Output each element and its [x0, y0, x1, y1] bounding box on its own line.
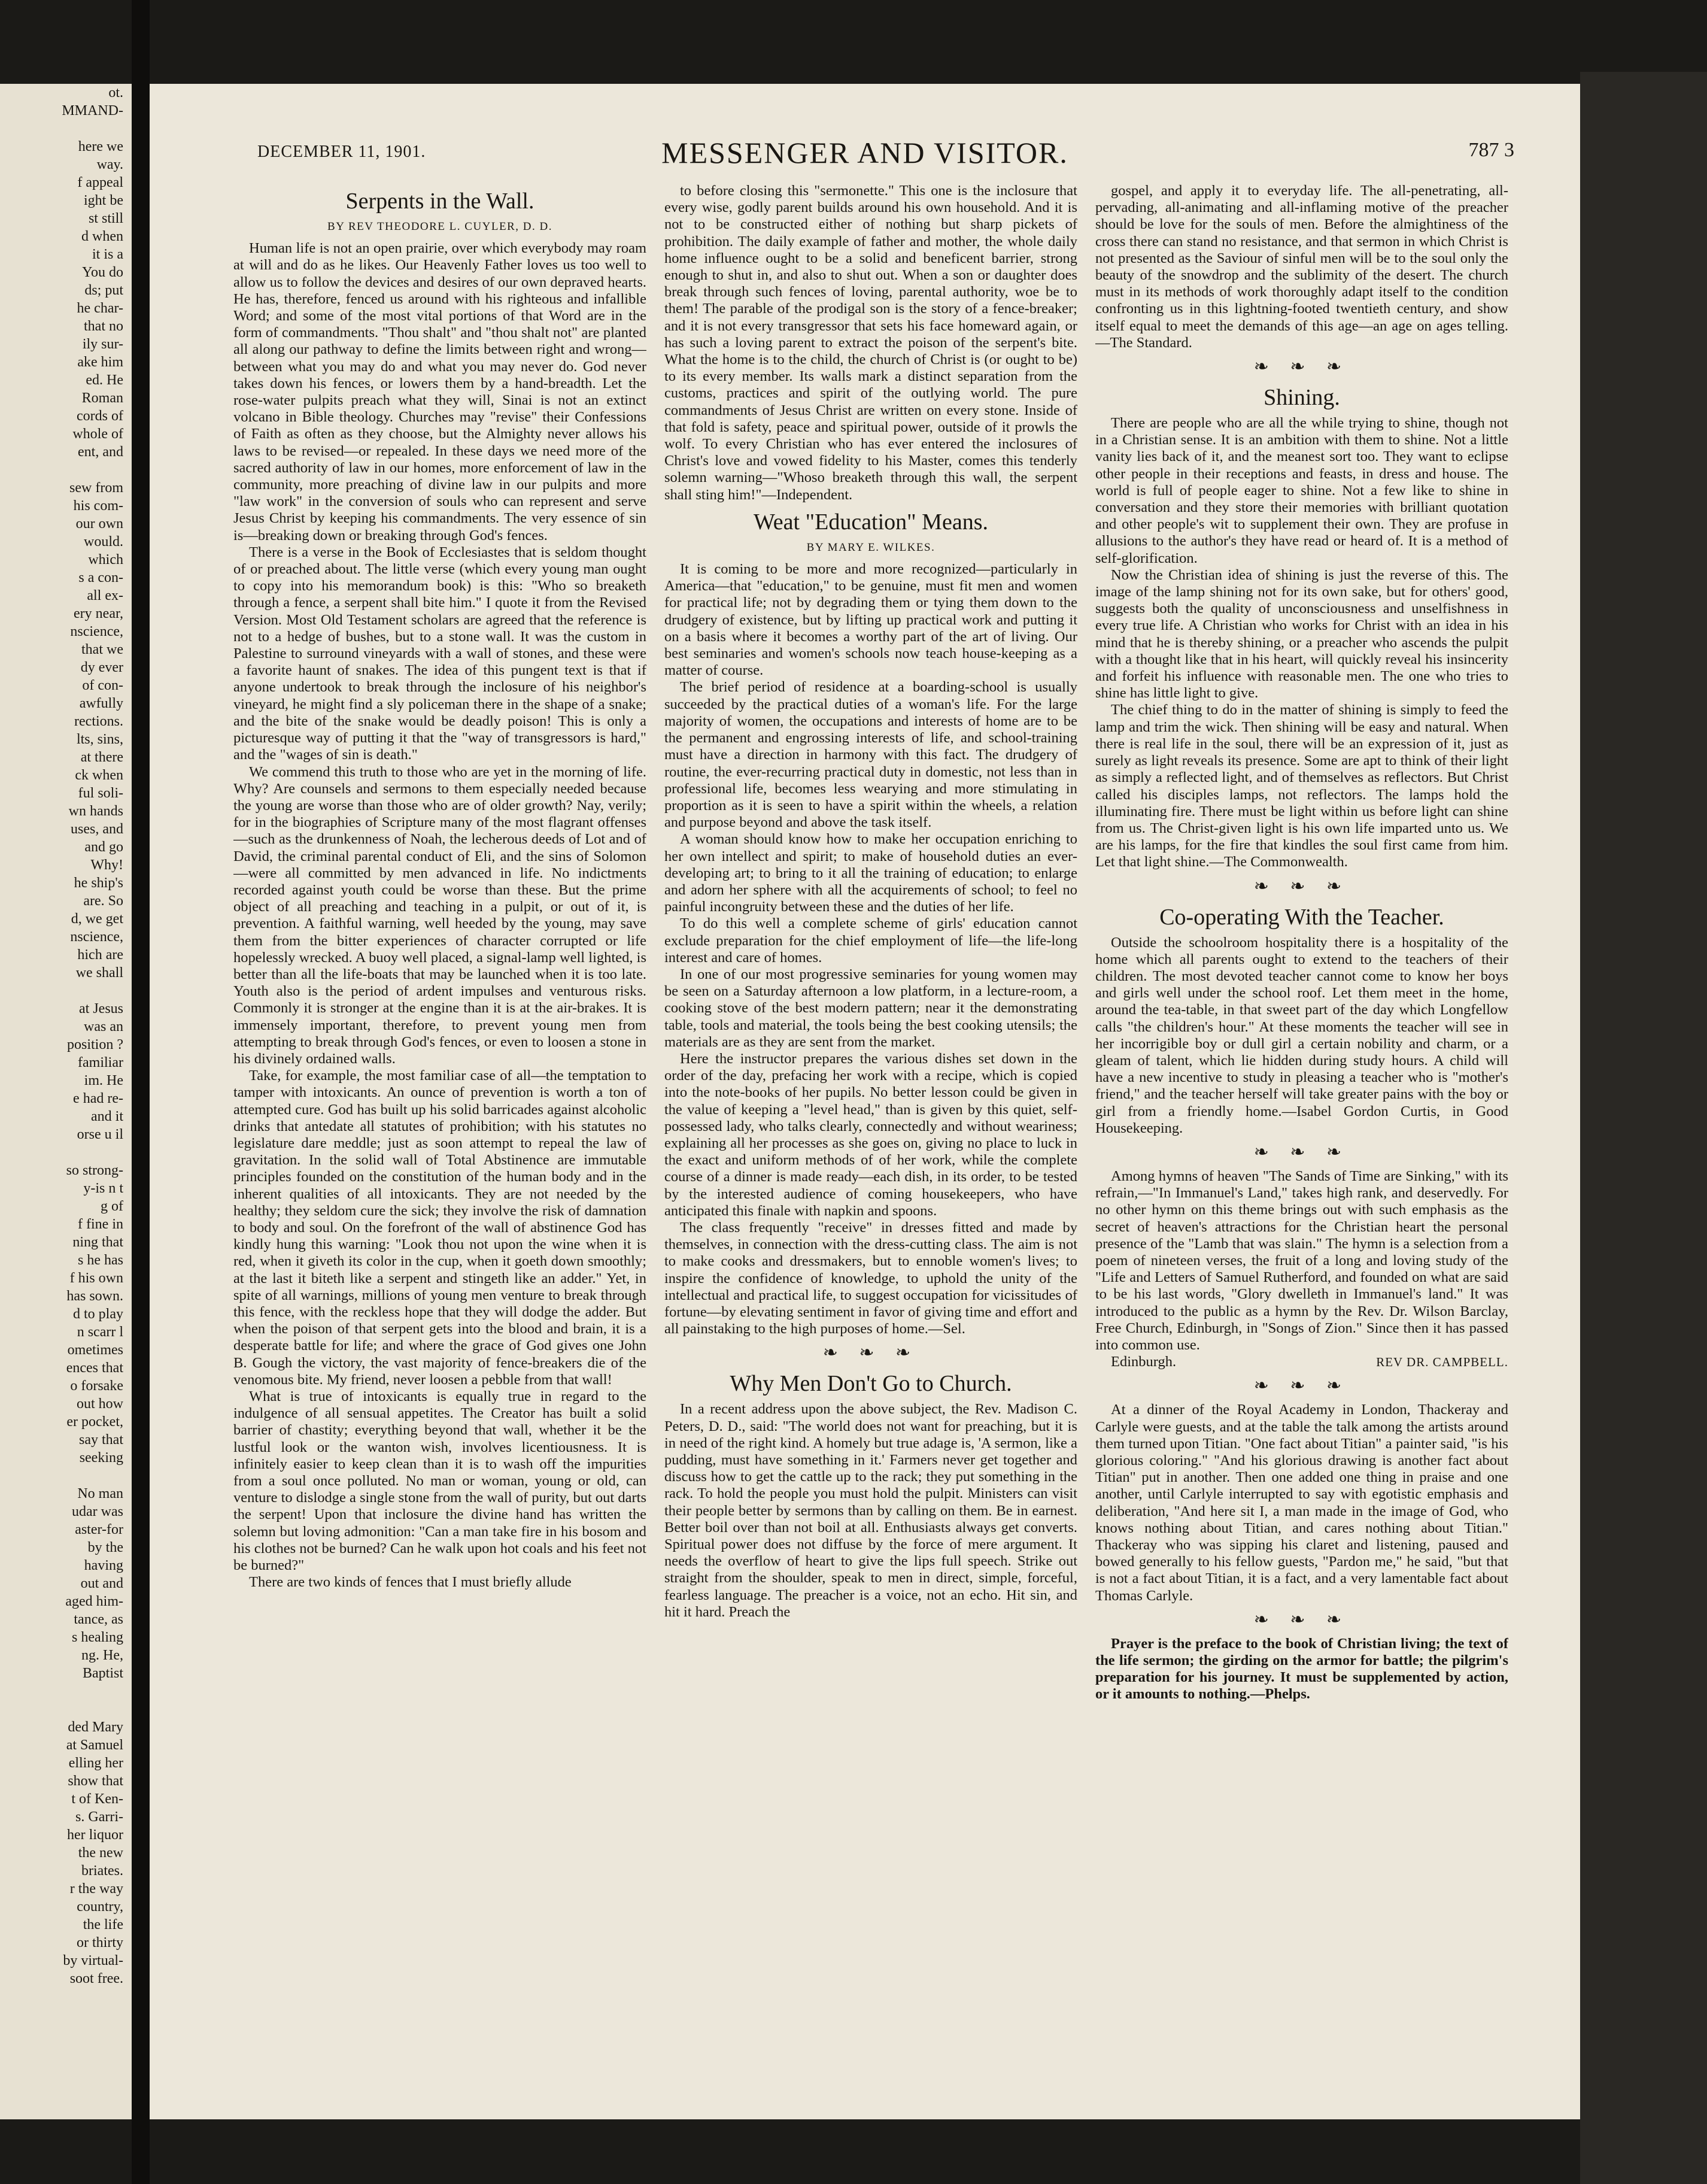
fragment-line: aster-for	[75, 1522, 123, 1537]
article-title-cooperating: Co-operating With the Teacher.	[1159, 904, 1444, 930]
fragment-line: sew from	[69, 480, 123, 496]
fragment-line: he char-	[77, 301, 123, 316]
fragment-line: ery near,	[74, 606, 123, 621]
fragment-line: cords of	[77, 408, 123, 424]
fragment-line: uses, and	[71, 821, 123, 837]
fragment-line: awfully	[79, 696, 123, 711]
fragment-line: n scarr l	[77, 1324, 123, 1340]
fragment-line	[0, 120, 132, 138]
section-ornament: ❧ ❧ ❧	[1253, 1376, 1350, 1396]
fragment-line	[0, 1700, 132, 1718]
fragment-line: ds; put	[84, 283, 123, 298]
article-title-church: Why Men Don't Go to Church.	[730, 1371, 1012, 1397]
section-ornament: ❧ ❧ ❧	[1253, 1609, 1350, 1630]
article-title-serpents: Serpents in the Wall.	[345, 189, 534, 214]
fragment-line: ed. He	[86, 372, 123, 388]
paragraph: The chief thing to do in the matter of shining is simply to feed the lamp and trim the wick. Then shining will be easy and natural. When there is real life in the soul, there will be an expression of it, just as surely as light reveals its presence. Some are apt to think of their light as simply a reflected light, and of themselves as reflectors. But Christ called his disciples lamps, not reflectors. The lamps hold the illuminating fire. There must be light within us before light can shine from us. The Christ-given light is his own life imparted unto us. We are his lamps, for the fire that kindles the soul first came from him. Let that light shine.—The Commonwealth.	[1095, 702, 1508, 870]
hymn-place: Edinburgh.	[1111, 1354, 1177, 1370]
fragment-line: f his own	[69, 1270, 123, 1286]
fragment-line: orse u il	[77, 1127, 123, 1142]
paragraph: Among hymns of heaven "The Sands of Time are Sinking," with its refrain,—"In Immanuel's Land," takes high rank, and deservedly. For no other hymn on this theme brings out with such emphasis as the secret of heaven's attractions for the Christian heart the personal presence of the "Lamb that was slain." The hymn is a selection from a poem of nineteen verses, the fruit of a long and loving study of the "Life and Letters of Samuel Rutherford, and founded on what are said to be his last words, "Glory dwelleth in Immanuel's land." It was introduced to the public as a hymn by the Rev. Dr. Wilson Barclay, Free Church, Edinburgh, in "Songs of Zion." Since then it has passed into common use.	[1095, 1167, 1508, 1353]
fragment-line: ometimes	[67, 1342, 123, 1358]
fragment-line: ning that	[72, 1234, 123, 1250]
fragment-line: ight be	[84, 193, 123, 208]
fragment-line: aged him-	[65, 1594, 123, 1609]
fragment-line: at Jesus	[79, 1001, 123, 1017]
fragment-line: y-is n t	[83, 1181, 123, 1196]
hymn-signoff-line	[1095, 1354, 1508, 1370]
fragment-line: g of	[101, 1199, 123, 1214]
paragraph: It is coming to be more and more recognized—particularly in America—that "education," to be genuine, must fit men and women for practical life; not by degrading them or tying them down to the drudgery of existence, but by lifting up practical work and putting it on a basis where it becomes a worthy part of the art of living. Our best seminaries and women's schools now teach house-keeping as a matter of course.	[664, 561, 1077, 679]
fragment-line: lts, sins,	[76, 732, 123, 747]
fragment-line: would.	[84, 534, 123, 550]
fragment-line: her liquor	[67, 1827, 123, 1843]
column-3	[1095, 183, 1508, 2098]
page-edge-shadow	[1580, 72, 1707, 2184]
paragraph: To do this well a complete scheme of girls' education cannot exclude preparation for the chief employment of life—the life-long interest and care of homes.	[664, 915, 1077, 966]
fragment-line: of con-	[82, 678, 123, 693]
fragment-line: and it	[91, 1109, 123, 1124]
fragment-line: er pocket,	[66, 1414, 123, 1430]
fragment-line: Why!	[90, 857, 123, 873]
paragraph: Now the Christian idea of shining is just the reverse of this. The image of the lamp shining not for its own sake, but for others' good, suggests both the quality of unconsciousness and unselfishness in every true life. A Christian who works for Christ with an idea in his mind that he is thereby shining, or a preacher who ascends the pulpit with a thought like that in his heart, will quickly reveal his insincerity and forfeit his influence with reasonable men. The one who tries to shine has little light to give.	[1095, 566, 1508, 702]
fragment-line: elling her	[68, 1755, 123, 1771]
fragment-line: s healing	[72, 1630, 123, 1645]
paragraph: Human life is not an open prairie, over which everybody may roam at will and do as he likes. Our Heavenly Father loves us too well to allow us to follow the devices and desires of our own depraved hearts. He has, therefore, fenced us around with his righteous and infallible Word; and some of the most vital portions of that Word are in the form of commandments. "Thou shalt" and "thou shalt not" are planted all along our pathway to define the limits between right and wrong—between what you may do and what you may never do. God never takes down his fences, or lowers them by a hand-breadth. Let the rose-water pulpits preach what they will, Sinai is not an extinct volcano in Bible theology. Churches may "revise" their Confessions of Faith as often as they choose, but the Almighty never allows his laws to be revised—or repealed. In these days we need more of the sacred authority of law in our homes, more enforcement of law in the community, more preaching of divine law in our pulpits and more "law work" in the conversion of souls who can represent and serve Jesus Christ by keeping his commandments. The very essence of sin is—breaking down or breaking through God's fences.	[233, 240, 646, 544]
fragment-line	[0, 982, 132, 1000]
fragment-line: f appeal	[77, 175, 123, 190]
fragment-line: at there	[80, 750, 123, 765]
issue-date: DECEMBER 11, 1901.	[257, 142, 426, 161]
fragment-line: having	[84, 1558, 123, 1573]
fragment-line: You do	[82, 265, 123, 280]
hymn-author: REV DR. CAMPBELL.	[1376, 1355, 1508, 1370]
fragment-line: whole of	[72, 426, 123, 442]
section-ornament: ❧ ❧ ❧	[1253, 1142, 1350, 1162]
fragment-line	[0, 461, 132, 479]
paragraph: At a dinner of the Royal Academy in London, Thackeray and Carlyle were guests, and at the table the talk among the artists around them turned upon Titian. "One fact about Titian" a painter said, "is his glorious coloring." "And his glorious drawing is another fact about Titian" put in another. Then one added one thing in praise and one another, until Carlyle interrupted to say with egotistic emphasis and deliberation, "And here sit I, a man made in the image of God, who knows nothing about Titian, and cares nothing about Titian." Thackeray who was sipping his claret and listening, paused and bowed generally to his fellow guests, "Pardon me," he said, "but that is not a fact about Titian, it is a fact, and a very lamentable fact about Thomas Carlyle.	[1095, 1402, 1508, 1604]
fragment-line: or thirty	[77, 1935, 123, 1951]
fragment-line: ot.	[108, 85, 123, 101]
article-body-serpents-continued	[664, 183, 1077, 503]
fragment-line	[0, 1682, 132, 1700]
fragment-line: are. So	[83, 893, 123, 909]
fragment-line: dy ever	[80, 660, 123, 675]
fragment-line: im. He	[84, 1073, 123, 1088]
fragment-line: o forsake	[70, 1378, 123, 1394]
fragment-line: d when	[81, 229, 123, 244]
fragment-line: s. Garri-	[75, 1809, 123, 1825]
fragment-line: his com-	[73, 498, 123, 514]
paragraph: There are two kinds of fences that I must briefly allude	[249, 1574, 572, 1591]
fragment-line: has sown.	[66, 1288, 123, 1304]
paragraph: Outside the schoolroom hospitality there is a hospitality of the home which all parents ought to extend to the teachers of their children. The most devoted teacher cannot come to know her boys and girls well under the school roof. Let them meet in the home, around the tea-table, in that sweet part of the day which Longfellow calls "the children's hour." At these moments the teacher will see in her incorrigible boy or dull girl a certain nobility and charm, or a gleam of talent, which lie hidden during study hours. A child will have a new incentive to study in pleasing a teacher who is "mother's friend," and the teacher herself will take greater pains with the boy or girl from a friendly home.—Isabel Gordon Curtis, in Good Housekeeping.	[1095, 934, 1508, 1136]
fragment-line: nscience,	[70, 624, 123, 639]
paragraph: There are people who are all the while trying to shine, though not in a Christian sense. It is an ambition with them to shine. Not a little vanity lies back of it, and the meanest sort too. They want to eclipse other people in their receptions and feasts, in dress and house. The world is full of people eager to shine. Not a few like to shine in conversation and they store their memories with brilliant quotation and other people's wit to supplement their own. They are profuse in allusions to the author's they have read or heard of. It is a method of self-glorification.	[1095, 415, 1508, 566]
prayer-quote: Prayer is the preface to the book of Christian living; the text of the life sermon; the girding on the armor for battle; the pilgrim's preparation for his journey. It must be supplemented by action, or it amounts to nothing.—Phelps.	[1095, 1635, 1508, 1703]
newspaper-page	[150, 84, 1580, 2119]
paragraph: gospel, and apply it to everyday life. The all-penetrating, all-pervading, all-animating and all-inflaming motive of the preacher should be love for the souls of men. Before the almightiness of the cross there can stand no resistance, and that sermon in which Christ is not presented as the Saviour of sinful men will be to the soul only the beauty of the snowdrop and the sublimity of the desert. The church must in its methods of work thoroughly adapt itself to the condition confronting us in this lightning-footed twentieth century, and show itself equal to meet the demands of this age—an age on ages telling.—The Standard.	[1095, 183, 1508, 351]
article-byline-education: BY MARY E. WILKES.	[806, 541, 935, 554]
fragment-line: and go	[84, 839, 123, 855]
article-body-church	[664, 1401, 1077, 1621]
fragment-line: s a con-	[78, 570, 123, 586]
fragment-line: Roman	[81, 390, 123, 406]
fragment-line: our own	[75, 516, 123, 532]
paragraph: A woman should know how to make her occupation enriching to her own intellect and spirit; to make of household duties an ever-developing art; to bring to it all the training of education; to enlarge and adorn her sphere with all the acquirements of school; to feel no painful incongruity between these and the duties of her life.	[664, 831, 1077, 915]
fragment-line: rections.	[74, 714, 123, 729]
fragment-line: which	[88, 552, 123, 568]
fragment-line: wn hands	[68, 803, 123, 819]
fragment-line: out and	[80, 1576, 123, 1591]
paragraph: In one of our most progressive seminaries for young women may be seen on a Saturday afternoon a low platform, in a lecture-room, a cooking stove of the best modern pattern; near it the demonstrating table, tools and material, the tools being the best cooking utensils; the materials are as they are sent from the market.	[664, 966, 1077, 1050]
book-gutter	[132, 0, 150, 2184]
section-ornament: ❧ ❧ ❧	[1253, 876, 1350, 896]
fragment-line: out how	[77, 1396, 123, 1412]
fragment-line: seeking	[79, 1450, 123, 1466]
fragment-line: the life	[83, 1917, 123, 1933]
fragment-line: e had re-	[73, 1091, 123, 1106]
fragment-line: Baptist	[82, 1666, 123, 1681]
paragraph: The brief period of residence at a boarding-school is usually succeeded by the practical duties of a woman's life. For the large majority of women, the occupations and interests of home are to be the permanent and engrossing interests of life, and school-training must have a direction in harmony with this fact. The drudgery of routine, the ever-recurring practical duty in domestic, not less than in professional life, becomes less wearying and more stimulating in proportion as it is seen to have a spirit within the wheels, a relation and purpose beyond and above the task itself.	[664, 679, 1077, 831]
paragraph: We commend this truth to those who are yet in the morning of life. Why? Are counsels and sermons to them especially needed because the young are worse than those who are of older growth? Nay, verily; for in the biographies of Scripture many of the most flagrant offenses—such as the drunkenness of Noah, the lecherous deeds of Lot and of David, the criminal parental conduct of Eli, and the sins of Solomon—were all committed by men advanced in life. No indictments recorded against youth could be worse than these. But the prime object of all preaching and teaching in a pulpit, or out of it, is prevention. A faithful warning, well heeded by the young, may save them from the bitter experiences of character corrupted or life hopelessly wrecked. A buoy well placed, a signal-lamp well lighted, is better than all the life-boats that may be launched when it is too late. Youth also is the period of ardent impulses and venturous risks. Commonly it is stronger at the engine than it is at the air-brakes. It is immensely important, therefore, to prevent young men from attempting to break through God's fences, or even to loosen a stone in his divinely ordained walls.	[233, 763, 646, 1067]
fragment-line: d to play	[73, 1306, 123, 1322]
article-body-education	[664, 561, 1077, 1337]
fragment-line: show that	[68, 1773, 123, 1789]
article-body-shining	[1095, 415, 1508, 870]
fragment-line: hich are	[77, 947, 123, 963]
section-ornament: ❧ ❧ ❧	[1253, 357, 1350, 377]
fragment-line: we shall	[75, 965, 123, 981]
article-body-church-continued	[1095, 183, 1508, 351]
fragment-line: ng. He,	[81, 1648, 123, 1663]
fragment-line: r the way	[69, 1881, 123, 1897]
fragment-line: way.	[96, 157, 123, 172]
fragment-line: ent, and	[78, 444, 123, 460]
fragment-line: the new	[78, 1845, 123, 1861]
fragment-line: familiar	[78, 1055, 123, 1070]
fragment-line: at Samuel	[66, 1737, 123, 1753]
section-ornament: ❧ ❧ ❧	[822, 1343, 919, 1363]
fragment-line: ences that	[66, 1360, 123, 1376]
fragment-line: No man	[77, 1486, 123, 1502]
article-body-cooperating	[1095, 935, 1508, 1137]
fragment-line: so strong-	[66, 1163, 123, 1178]
article-body-serpents	[233, 240, 646, 1591]
paragraph: In a recent address upon the above subject, the Rev. Madison C. Peters, D. D., said: "The world does not want for preaching, but it is in need of the right kind. A homely but true adage is, 'A sermon, like a pudding, must have something in it.' Farmers never get together and discuss how to get the cattle up to the rack; they put something in the rack. To hold the people you must hold the pulpit. Ministers can visit their people better by sermons than by calling on them. Be in earnest. Better boil over than not boil at all. Enthusiasts always get converts. Spiritual power does not diffuse by the force of mere argument. It needs the overflow of heart to give the lips full speech. Strike out straight from the shoulder, speak to men in direct, simple, forceful, fearless language. The preacher is a voice, not an echo. Hit sin, and hit it hard. Preach the	[664, 1401, 1077, 1620]
fragment-line: s he has	[78, 1252, 123, 1268]
fragment-line	[0, 1467, 132, 1485]
fragment-line: nscience,	[70, 929, 123, 945]
fragment-line: ake him	[77, 354, 123, 370]
fragment-line: all ex-	[87, 588, 123, 603]
fragment-line: that no	[84, 318, 123, 334]
fragment-line: udar was	[72, 1504, 123, 1519]
fragment-line: d, we get	[71, 911, 123, 927]
fragment-line: was an	[84, 1019, 123, 1035]
fragment-line: ful soli-	[78, 785, 123, 801]
article-title-education: Weat "Education" Means.	[753, 509, 988, 535]
article-title-shining: Shining.	[1263, 385, 1340, 411]
column-1	[233, 183, 646, 2098]
previous-page-fragment	[0, 84, 132, 2119]
paragraph: The class frequently "receive" in dresses fitted and made by themselves, in connection with the dress-cutting class. The aim is not to make cooks and dressmakers, but to ennoble women's lives; to inspire the confidence of knowledge, to uphold the unity of the intellectual and practical life, to suggest occupation for vicissitudes of fortune—by elevating sentiment in favor of giving time and effort and all painstaking to the high purposes of home.—Sel.	[664, 1219, 1077, 1337]
column-2	[664, 183, 1077, 2098]
paragraph: What is true of intoxicants is equally true in regard to the indulgence of all sensual appetites. The Creator has built a solid barrier of chastity; everything beyond that wall, whether it be the lustful look or the wanton wish, involves licentiousness. It is infinitely easier to keep clean than it is to wash off the impurities from a soul once polluted. No man or woman, young or old, can venture to dislodge a single stone from the wall of purity, but out darts the serpent! Upon that inclosure the divine hand has written the solemn but loving admonition: "Can a man take fire in his bosom and his clothes not be burned? Can he walk upon hot coals and his feet not be burned?"	[233, 1388, 646, 1574]
fragment-line: here we	[78, 139, 123, 154]
fragment-line: it is a	[92, 247, 123, 262]
page-number: 787 3	[1468, 139, 1514, 161]
fragment-line: ded Mary	[68, 1719, 123, 1735]
paragraph: There is a verse in the Book of Ecclesiastes that is seldom thought of or preached about. The little verse (which every young man ought to copy into his memorandum book) is this: "Who so breaketh through a fence, a serpent shall bite him." I quote it from the Revised Version. Most Old Testament scholars are agreed that the reference is not to a hedge of bushes, but to a stone wall. It was the custom in Palestine to surround vineyards with a wall of stones, and these were a favorite haunt of snakes. The idea of this pungent text is that if anyone undertook to break through the inclosure of his neighbor's vineyard, he might find a sly policeman there in the shape of a snake; and the bite of the snake would be deadly poison! This is only a picturesque way of putting it that the "way of transgressors is hard," and the "wages of sin is death."	[233, 544, 646, 763]
article-body-hymn	[1095, 1168, 1508, 1354]
fragment-line: say that	[79, 1432, 123, 1448]
fragment-line: tance, as	[74, 1612, 123, 1627]
fragment-line: by the	[87, 1540, 123, 1555]
fragment-line: country,	[77, 1899, 123, 1915]
fragment-line: ily sur-	[82, 336, 123, 352]
fragment-line: MMAND-	[62, 103, 123, 119]
masthead-title: MESSENGER AND VISITOR.	[661, 136, 1068, 169]
paragraph: Here the instructor prepares the various dishes set down in the order of the day, prefacing her work with a recipe, which is copied into the note-books of her pupils. No better lesson could be given in the value of keeping a "level head," than is given by this quiet, self-possessed lady, who talks clearly, connectedly and without weariness; explaining all her processes as she goes on, giving no place to luck in the exact and uniform methods of of her work, while the complete course of a dinner is made ready—each dish, in its order, to be tested by the interested audience of coming housekeepers, who have anticipated this finale with napkin and spoons.	[664, 1050, 1077, 1219]
fragment-line: f fine in	[78, 1217, 123, 1232]
fragment-line	[0, 1143, 132, 1161]
fragment-line: ck when	[75, 768, 123, 783]
article-byline-serpents: BY REV THEODORE L. CUYLER, D. D.	[327, 220, 552, 233]
fragment-line: he ship's	[74, 875, 123, 891]
page-header	[150, 84, 1580, 169]
paragraph: to before closing this "sermonette." This one is the inclosure that every wise, godly parent builds around his own household. And it is not to be constructed either of nothing but sharp pickets of prohibition. The daily example of father and mother, the whole daily home influence ought to be a solid and beneficent barrier, strong enough to shut in, and also to shut out. When a son or daughter does break through such fences of loving, parental authority, woe be to them! The parable of the prodigal son is the story of a fence-breaker; and it is not every transgressor that sets his face homeward again, or has such a loving parent to extract the poison of the serpent's bite. What the home is to the child, the church of Christ is (or ought to be) to its every member. Its walls mark a distinct separation from the customs, practices and spirit of the outlying world. The pure commandments of Jesus Christ are written on every stone. Inside of that fold is safety, peace and spiritual power, outside of it prowls the wolf. To every Christian who has ever entered the inclosures of Christ's love and vowed fidelity to his Master, comes this tenderly solemn warning—"Whoso breaketh through this wall, the serpent shall sting him!"—Independent.	[664, 183, 1077, 503]
fragment-line: briates.	[81, 1863, 123, 1879]
article-body-dinner	[1095, 1402, 1508, 1604]
fragment-line: t of Ken-	[71, 1791, 123, 1807]
fragment-line: st still	[88, 211, 123, 226]
paragraph: Take, for example, the most familiar case of all—the temptation to tamper with intoxicants. An ounce of prevention is worth a ton of attempted cure. God has built up his solid barricades against alcoholic drinks that antedate all statutes of prohibition; with his statutes no legislature dare meddle; just as soon attempt to repeal the law of gravitation. In the solid wall of Total Abstinence are immutable principles founded on the constitution of the human body and in the inherent qualities of all intoxicants. They are not needed by the healthy; they seldom cure the sick; they involve the risk of damnation to body and soul. On the forefront of the wall of abstinence God has kindly hung this warning: "Look thou not upon the wine when it is red, when it giveth its color in the cup, when it goeth down smoothly; at the last it biteth like a serpent and stingeth like an adder." Yet, in spite of all warnings, millions of young men venture to break through this fence, with the reckless hope that they will dodge the adder. But when the poison of that serpent gets into the blood and brain, it is a desperate battle for life; and where the grace of God gives one John B. Gough the victory, the vast majority of fence-breakers die of the venomous bite. My friend, never loosen a pebble from that wall!	[233, 1067, 646, 1388]
fragment-line: soot free.	[69, 1971, 123, 1986]
fragment-line: position ?	[67, 1037, 123, 1052]
fragment-line: by virtual-	[63, 1953, 123, 1968]
fragment-line: that we	[81, 642, 123, 657]
